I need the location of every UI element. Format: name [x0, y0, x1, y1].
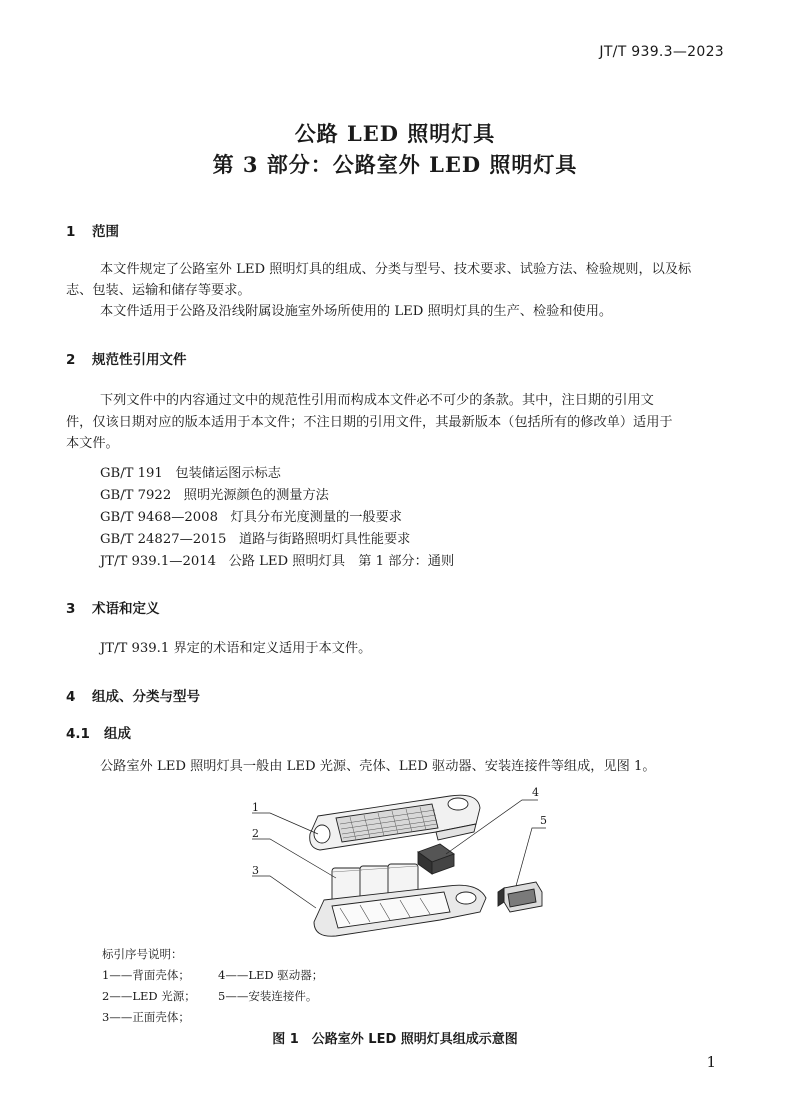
reference-name: 灯具分布光度测量的一般要求	[230, 510, 402, 525]
reference-item	[100, 462, 281, 481]
callout-1: 1	[252, 801, 259, 814]
led-driver-drawing	[418, 844, 454, 874]
paragraph: 本文件。	[66, 436, 119, 451]
reference-code: GB/T 24827—2015	[100, 532, 227, 547]
callout-2: 2	[252, 827, 259, 840]
section-title: 组成、分类与型号	[92, 689, 200, 705]
section-number: 2	[66, 352, 76, 368]
mounting-connector-drawing	[498, 882, 542, 912]
title-line-2: 第 3 部分：公路室外 LED 照明灯具	[212, 152, 578, 177]
section-title: 规范性引用文件	[92, 352, 187, 368]
page-number: 1	[706, 1053, 716, 1071]
legend-item: 1——背面壳体；	[102, 968, 190, 982]
reference-item	[100, 550, 454, 569]
title-line-1: 公路 LED 照明灯具	[294, 121, 496, 146]
legend-item: 2——LED 光源；	[102, 989, 196, 1003]
reference-item	[100, 484, 329, 503]
document-number: JT/T 939.3—2023	[599, 44, 724, 60]
reference-item	[100, 528, 410, 547]
section-4-heading	[66, 685, 200, 705]
section-title: 术语和定义	[92, 601, 160, 617]
reference-code: GB/T 9468—2008	[100, 510, 218, 525]
figure-caption: 图 1 公路室外 LED 照明灯具组成示意图	[272, 1032, 518, 1047]
section-number: 4.1	[66, 726, 90, 742]
section-3-heading	[66, 597, 160, 617]
legend-title: 标引序号说明：	[102, 947, 183, 961]
callout-4: 4	[532, 786, 539, 799]
reference-name: 公路 LED 照明灯具 第 1 部分：通则	[228, 554, 455, 569]
reference-code: JT/T 939.1—2014	[100, 554, 217, 569]
callout-3: 3	[252, 864, 259, 877]
section-2-heading	[66, 348, 187, 368]
section-number: 3	[66, 601, 76, 617]
paragraph: JT/T 939.1 界定的术语和定义适用于本文件。	[100, 641, 372, 656]
figure-luminaire-exploded-view	[240, 782, 560, 944]
callout-5: 5	[540, 814, 547, 827]
paragraph: 本文件适用于公路及沿线附属设施室外场所使用的 LED 照明灯具的生产、检验和使用。	[100, 304, 613, 319]
section-number: 4	[66, 689, 76, 705]
paragraph: 下列文件中的内容通过文中的规范性引用而构成本文件必不可少的条款。其中，注日期的引用文	[100, 393, 654, 408]
legend-item: 4——LED 驱动器；	[218, 968, 324, 982]
section-title: 范围	[92, 224, 119, 240]
section-title: 组成	[104, 726, 131, 742]
paragraph: 本文件规定了公路室外 LED 照明灯具的组成、分类与型号、技术要求、试验方法、检验规则，以及标	[100, 262, 692, 277]
legend-item: 3——正面壳体；	[102, 1010, 190, 1024]
paragraph: 志、包装、运输和储存等要求。	[66, 283, 251, 298]
reference-code: GB/T 7922	[100, 488, 172, 503]
reference-item	[100, 506, 402, 525]
reference-code: GB/T 191	[100, 466, 163, 481]
back-housing-drawing	[310, 795, 480, 850]
section-number: 1	[66, 224, 76, 240]
subsection-4-1-heading	[66, 722, 131, 742]
reference-name: 照明光源颜色的测量方法	[183, 488, 329, 503]
reference-name: 包装储运图示标志	[175, 466, 281, 481]
paragraph: 公路室外 LED 照明灯具一般由 LED 光源、壳体、LED 驱动器、安装连接件等组成，见图 1。	[100, 759, 656, 774]
reference-name: 道路与街路照明灯具性能要求	[238, 532, 411, 547]
section-1-heading	[66, 220, 119, 240]
paragraph: 件，仅该日期对应的版本适用于本文件；不注日期的引用文件，其最新版本（包括所有的修改单）适用于	[66, 415, 673, 430]
legend-item: 5——安装连接件。	[218, 989, 318, 1003]
